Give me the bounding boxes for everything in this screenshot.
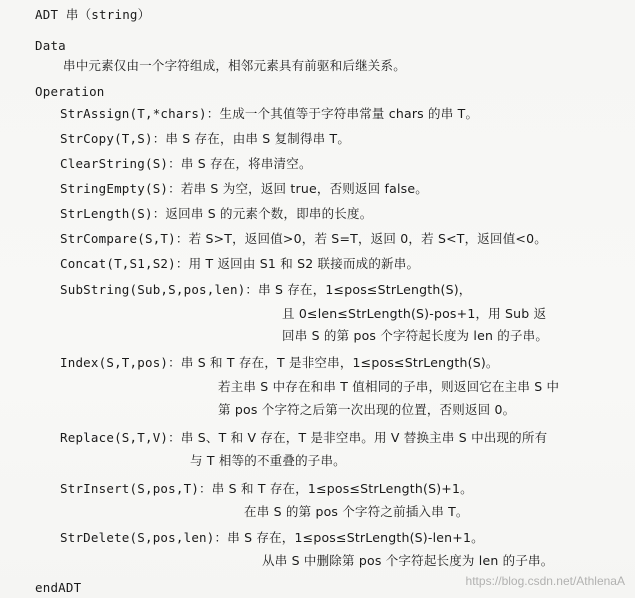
- op-substring: [60, 282, 471, 298]
- op-continuation: 第 pos 个字符之后第一次出现的位置，否则返回 0。: [218, 402, 516, 417]
- op-continuation: 在串 S 的第 pos 个字符之前插入串 T。: [244, 504, 469, 519]
- op-strinsert: [60, 481, 473, 497]
- op-signature: StringEmpty(S)：: [60, 181, 181, 196]
- op-description: 若串 S 为空，返回 true，否则返回 false。: [180, 181, 428, 196]
- op-strassign: [60, 106, 478, 122]
- op-continuation: 从串 S 中删除第 pos 个字符起长度为 len 的子串。: [262, 553, 554, 568]
- op-signature: StrCompare(S,T)：: [60, 231, 189, 246]
- op-strcompare: [60, 231, 547, 247]
- op-description: 串 S 存在，由串 S 复制得串 T。: [165, 131, 351, 146]
- op-continuation: 若主串 S 中存在和串 T 值相同的子串，则返回它在主串 S 中: [218, 379, 560, 394]
- adt-header: ADT 串（string）: [35, 7, 151, 22]
- op-description: 用 T 返回由 S1 和 S2 联接而成的新串。: [188, 256, 420, 271]
- op-signature: StrAssign(T,*chars)：: [60, 106, 220, 121]
- op-description: 生成一个其值等于字符串常量 chars 的串 T。: [219, 106, 479, 121]
- op-signature: SubString(Sub,S,pos,len)：: [60, 282, 259, 297]
- op-strcopy: [60, 131, 350, 147]
- op-strlength: [60, 206, 372, 222]
- data-label: Data: [35, 38, 66, 53]
- op-signature: StrInsert(S,pos,T)：: [60, 481, 212, 496]
- op-description: 返回串 S 的元素个数，即串的长度。: [165, 206, 373, 221]
- op-description: 串 S 和 T 存在，1≤pos≤StrLength(S)+1。: [211, 481, 473, 496]
- op-continuation: 且 0≤len≤StrLength(S)-pos+1，用 Sub 返: [282, 306, 547, 321]
- op-replace: [60, 430, 547, 446]
- op-signature: StrDelete(S,pos,len)：: [60, 530, 228, 545]
- op-signature: ClearString(S)：: [60, 156, 181, 171]
- op-signature: Index(S,T,pos)：: [60, 355, 181, 370]
- op-clearstring: [60, 156, 312, 172]
- op-description: 串 S 存在，1≤pos≤StrLength(S)-len+1。: [227, 530, 484, 545]
- op-index: [60, 355, 499, 371]
- op-strdelete: [60, 530, 484, 546]
- op-stringempty: [60, 181, 428, 197]
- op-concat: [60, 256, 419, 272]
- op-signature: StrLength(S)：: [60, 206, 166, 221]
- op-continuation: 回串 S 的第 pos 个字符起长度为 len 的子串。: [282, 328, 549, 343]
- op-description: 串 S 存在，1≤pos≤StrLength(S)，: [258, 282, 472, 297]
- op-signature: Replace(S,T,V)：: [60, 430, 181, 445]
- op-continuation: 与 T 相等的不重叠的子串。: [190, 453, 346, 468]
- op-description: 串 S 存在，将串清空。: [180, 156, 312, 171]
- adt-footer: endADT: [35, 580, 82, 595]
- op-signature: StrCopy(T,S)：: [60, 131, 166, 146]
- op-description: 若 S>T，返回值>0，若 S=T，返回 0，若 S<T，返回值<0。: [188, 231, 547, 246]
- data-description: 串中元素仅由一个字符组成，相邻元素具有前驱和后继关系。: [63, 58, 406, 73]
- op-description: 串 S 和 T 存在，T 是非空串，1≤pos≤StrLength(S)。: [180, 355, 499, 370]
- operation-label: Operation: [35, 84, 105, 99]
- op-description: 串 S、T 和 V 存在，T 是非空串。用 V 替换主串 S 中出现的所有: [180, 430, 548, 445]
- op-signature: Concat(T,S1,S2)：: [60, 256, 189, 271]
- watermark: https://blog.csdn.net/AthlenaA: [465, 574, 625, 588]
